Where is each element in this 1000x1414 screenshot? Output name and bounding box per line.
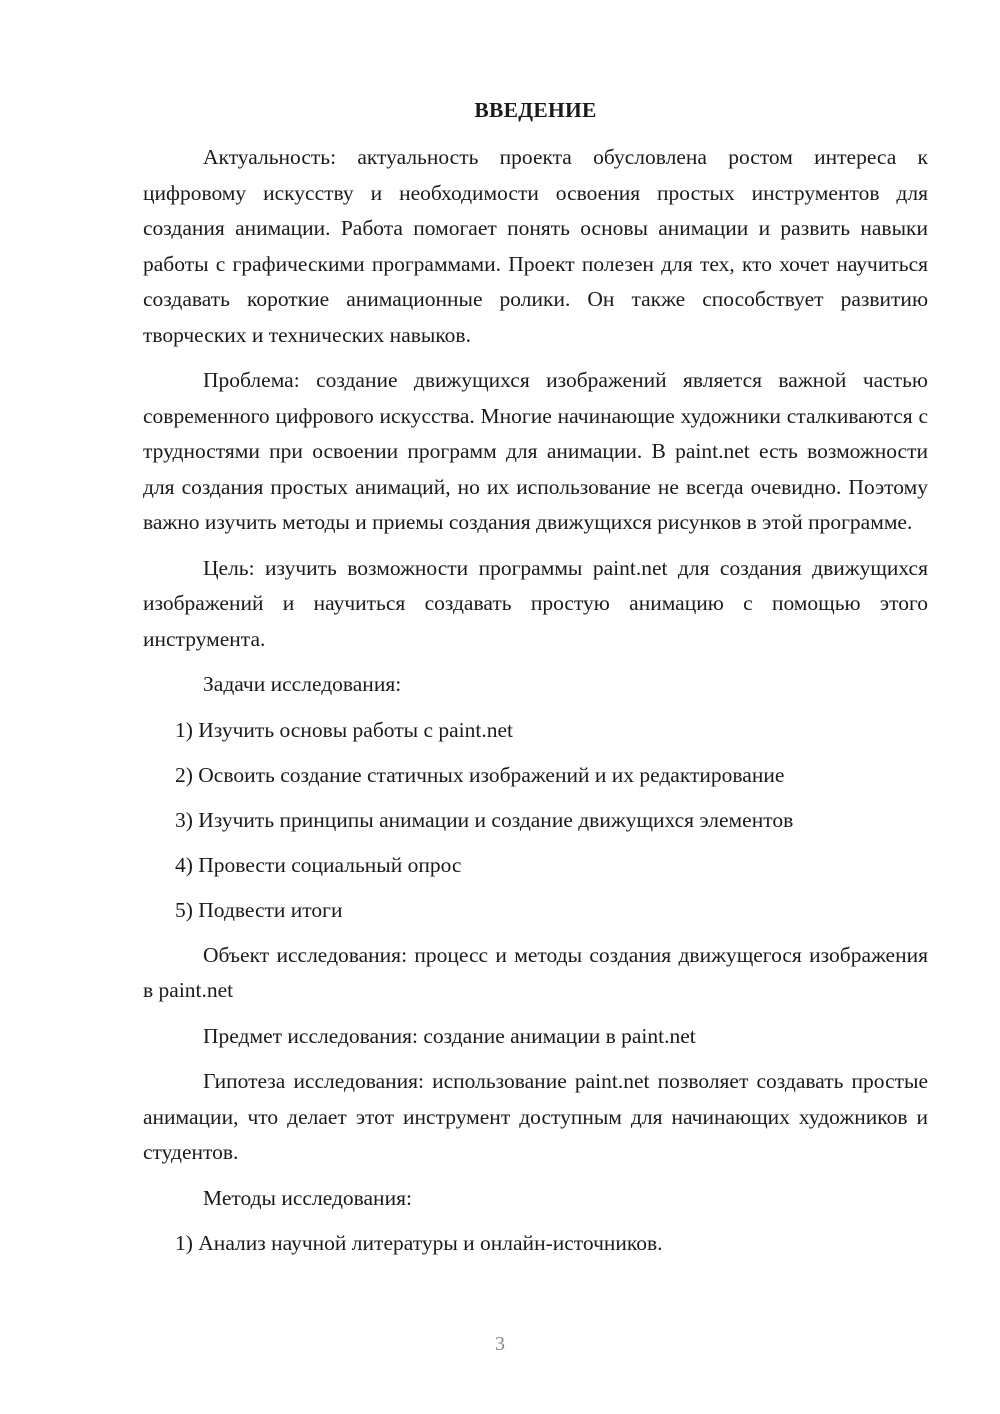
methods-list	[143, 1226, 928, 1262]
tasks-title: Задачи исследования:	[203, 672, 402, 696]
goal-paragraph: Цель: изучить возможности программы paint.net для создания движущихся изображений и научиться создавать простую анимацию с помощью этого инструмента.	[143, 555, 928, 651]
section-heading: ВВЕДЕНИЕ	[474, 98, 597, 122]
list-item: 5) Подвести итоги	[175, 897, 343, 922]
list-item: 3) Изучить принципы анимации и создание движущихся элементов	[175, 807, 794, 832]
hypothesis-paragraph: Гипотеза исследования: использование paint.net позволяет создавать простые анимации, что делает этот инструмент доступным для начинающих художников и студентов.	[143, 1069, 928, 1164]
problem-paragraph: Проблема: создание движущихся изображений является важной частью современного цифрового искусства. Многие начинающие художники сталкиваются с трудностями при освоении программ для анимации. В paint.net есть возможности для создания простых анимаций, но их использование не всегда очевидно. Поэтому важно изучить методы и приемы создания движущихся рисунков в этой программе.	[143, 368, 928, 534]
object-paragraph: Объект исследования: процесс и методы создания движущегося изображения в paint.net	[143, 942, 928, 1002]
list-item: 4) Провести социальный опрос	[175, 852, 462, 877]
list-item: 1) Анализ научной литературы и онлайн-источников.	[175, 1231, 663, 1255]
page-number: 3	[495, 1333, 505, 1355]
tasks-list	[143, 713, 928, 929]
relevance-paragraph: Актуальность: актуальность проекта обусловлена ростом интереса к цифровому искусству и необходимости освоения простых инструментов для создания анимации. Работа помогает понять основы анимации и развить навыки работы с графическими программами. Проект полезен для тех, кто хочет научиться создавать короткие анимационные ролики. Он также способствует развитию творческих и технических навыков.	[143, 145, 928, 347]
methods-title: Методы исследования:	[203, 1185, 412, 1210]
document-page	[143, 90, 928, 1271]
list-item: 1) Изучить основы работы с paint.net	[175, 717, 514, 742]
subject-paragraph: Предмет исследования: создание анимации в paint.net	[203, 1023, 696, 1048]
list-item: 2) Освоить создание статичных изображений и их редактирование	[175, 762, 785, 787]
